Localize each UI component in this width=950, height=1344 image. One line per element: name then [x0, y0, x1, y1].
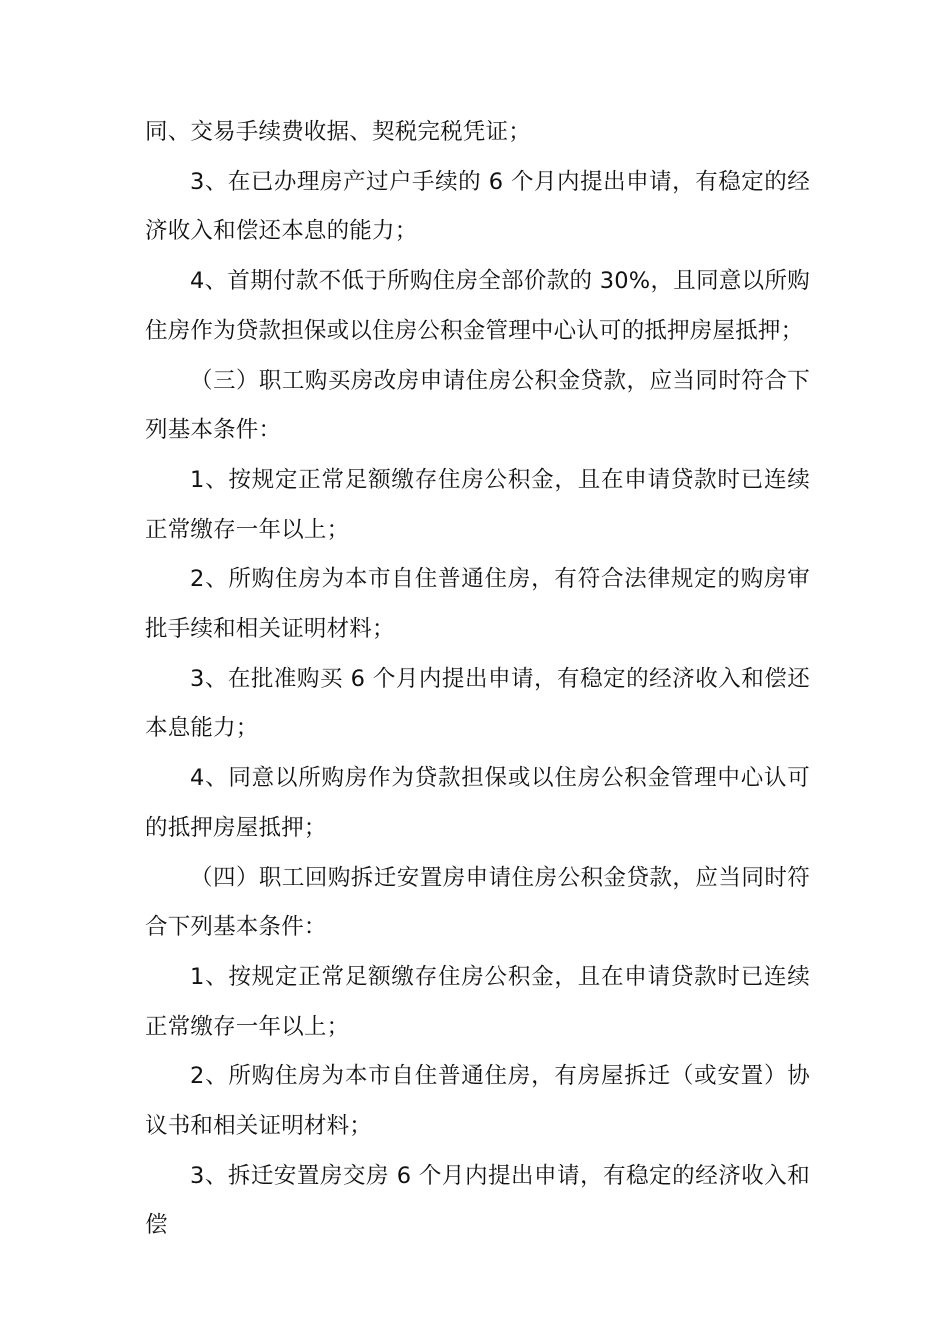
section-four-heading: （四）职工回购拆迁安置房申请住房公积金贷款，应当同时符合下列基本条件：: [145, 864, 810, 941]
paragraph-item-1-deposit-repeat: 1、按规定正常足额缴存住房公积金，且在申请贷款时已连续正常缴存一年以上；: [145, 963, 810, 1040]
paragraph-item-3-handover: 3、拆迁安置房交房 6 个月内提出申请，有稳定的经济收入和偿: [145, 1162, 810, 1239]
paragraph-item-1-deposit: 1、按规定正常足额缴存住房公积金，且在申请贷款时已连续正常缴存一年以上；: [145, 466, 810, 543]
section-three-heading: （三）职工购买房改房申请住房公积金贷款，应当同时符合下列基本条件：: [145, 367, 810, 444]
paragraph-item-4-mortgage: 4、同意以所购房作为贷款担保或以住房公积金管理中心认可的抵押房屋抵押；: [145, 765, 810, 841]
paragraph-item-3-approval: 3、在批准购买 6 个月内提出申请，有稳定的经济收入和偿还本息能力；: [145, 665, 810, 742]
paragraph-item-4-down-payment: 4、首期付款不低于所购住房全部价款的 30%，且同意以所购住房作为贷款担保或以住房公积金管理中心认可的抵押房屋抵押；: [145, 268, 810, 344]
paragraph-item-2-housing: 2、所购住房为本市自住普通住房，有符合法律规定的购房审批手续和相关证明材料；: [145, 566, 810, 643]
document-body: [145, 108, 810, 1251]
paragraph-continuation: 同、交易手续费收据、契税完税凭证；: [145, 119, 531, 145]
paragraph-item-3-transfer: 3、在已办理房产过户手续的 6 个月内提出申请，有稳定的经济收入和偿还本息的能力；: [145, 168, 810, 245]
paragraph-item-2-relocation: 2、所购住房为本市自住普通住房，有房屋拆迁（或安置）协议书和相关证明材料；: [145, 1063, 810, 1140]
